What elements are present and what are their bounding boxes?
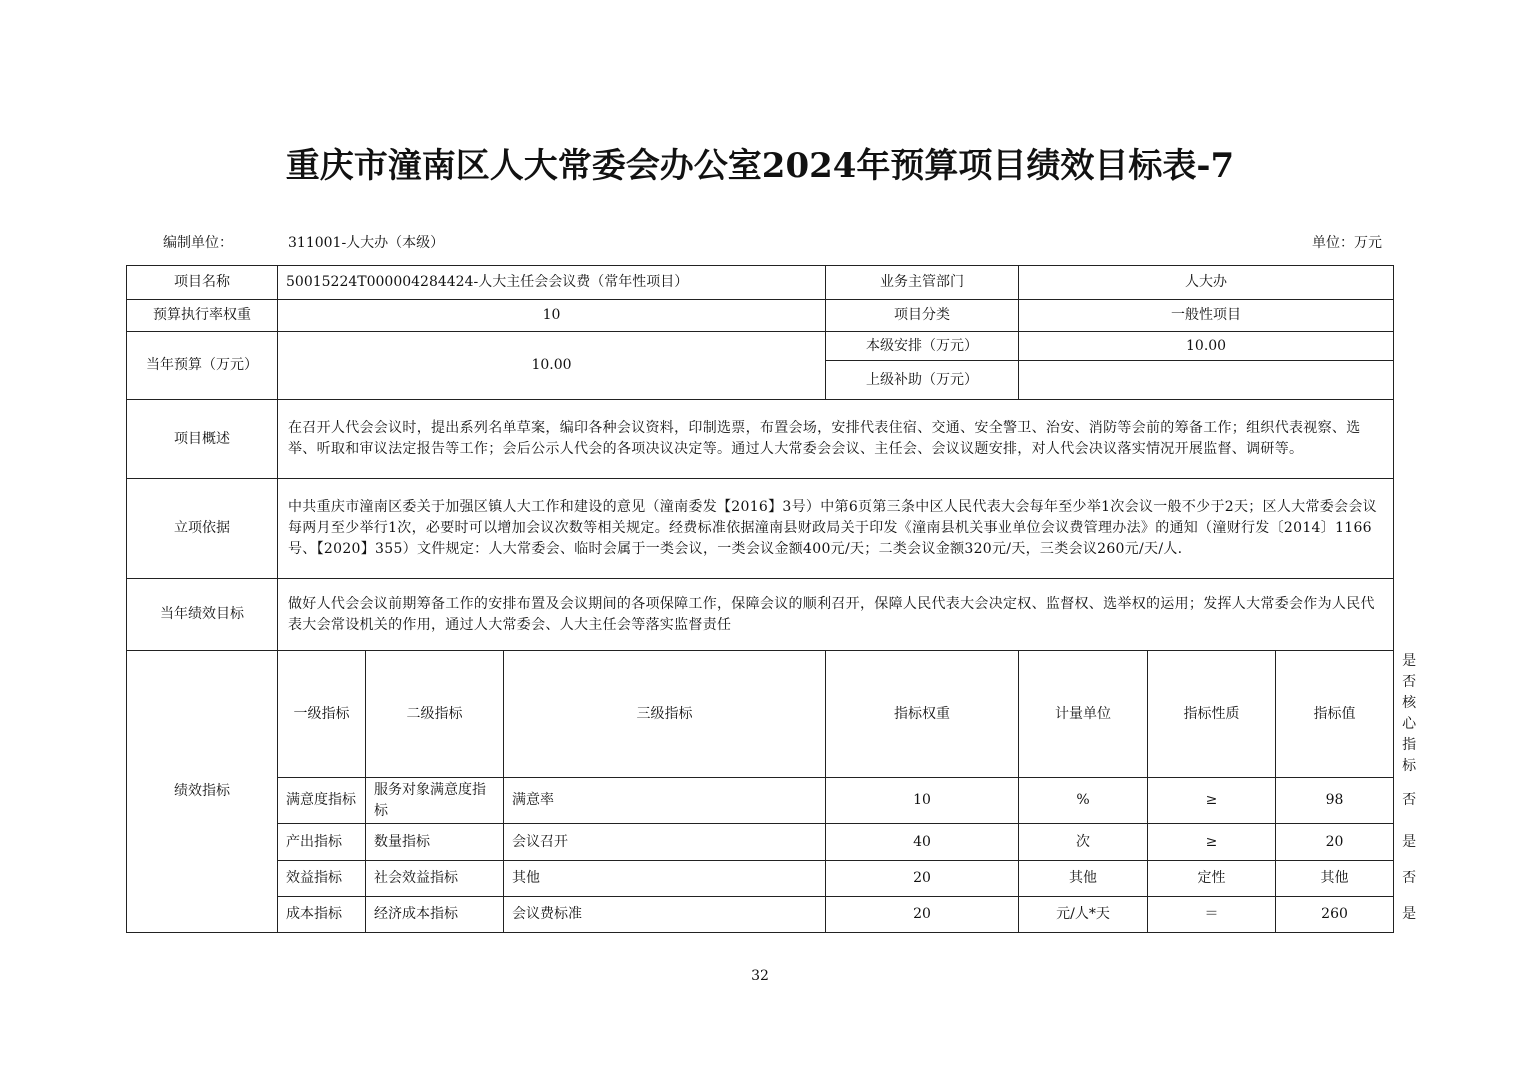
indicator-weight: 20 [826, 861, 1019, 897]
overview-text: 在召开人代会会议时，提出系列名单草案，编印各种会议资料，印制选票，布置会场，安排代表住宿、交通、安全警卫、治安、消防等会前的筹备工作；组织代表视察、选举、听取和审议法定报告等工作；会后公示人代会的各项决议决定等。通过人大常委会会议、主任会、会议议题安排，对人代会决议落实情况开展监督、调研等。 [278, 400, 1394, 479]
row-goal [127, 579, 1394, 651]
goal-label: 当年绩效目标 [127, 579, 278, 651]
project-name-value: 50015224T000004284424-人大主任会会议费（常年性项目） [278, 266, 826, 300]
indicator-header-row: 绩效指标 一级指标 二级指标 三级指标 指标权重 计量单位 指标性质 指标值 是否核心指标 [127, 651, 1394, 778]
budget-value: 10.00 [278, 332, 826, 400]
budget-label: 当年预算（万元） [127, 332, 278, 400]
header-value: 指标值 [1276, 651, 1394, 778]
basis-text: 中共重庆市潼南区委关于加强区镇人大工作和建设的意见（潼南委发【2016】3号）中第6页第三条中区人民代表大会每年至少举1次会议一般不少于2天；区人大常委会会议每两月至少举行1次，必要时可以增加会议次数等相关规定。经费标准依据潼南县财政局关于印发《潼南县机关事业单位会议费管理办法》的通知（潼财行发〔2014〕1166号、【2020】355）文件规定：人大常委会、临时会属于一类会议，一类会议金额400元/天；二类会议金额320元/天，三类会议260元/天/人. [278, 479, 1394, 579]
indicator-nature: ＝ [1148, 897, 1276, 933]
indicator-level1: 效益指标 [278, 861, 366, 897]
unit-value: 311001-人大办（本级） [288, 235, 445, 251]
indicator-level1: 满意度指标 [278, 778, 366, 824]
header-level1: 一级指标 [278, 651, 366, 778]
header-level3: 三级指标 [504, 651, 826, 778]
page-title: 重庆市潼南区人大常委会办公室2024年预算项目绩效目标表-7 [285, 146, 1235, 186]
row-basis [127, 479, 1394, 579]
indicator-unit: % [1019, 778, 1148, 824]
dept-value: 人大办 [1019, 266, 1394, 300]
row-budget [127, 332, 1394, 361]
indicator-level2: 数量指标 [366, 824, 504, 861]
weight-label: 预算执行率权重 [127, 300, 278, 332]
indicator-level3: 会议费标准 [504, 897, 826, 933]
indicator-level2: 服务对象满意度指标 [366, 778, 504, 824]
indicator-unit: 次 [1019, 824, 1148, 861]
table-row: 产出指标 数量指标 会议召开 40 次 ≥ 20 是 [127, 824, 1394, 861]
overview-label: 项目概述 [127, 400, 278, 479]
upper-label: 上级补助（万元） [826, 361, 1019, 400]
header-level2: 二级指标 [366, 651, 504, 778]
indicator-level3: 其他 [504, 861, 826, 897]
currency-unit: 单位：万元 [1312, 235, 1382, 251]
dept-label: 业务主管部门 [826, 266, 1019, 300]
indicators-label: 绩效指标 [127, 651, 278, 933]
header-weight: 指标权重 [826, 651, 1019, 778]
indicator-value: 20 [1276, 824, 1394, 861]
row-weight [127, 300, 1394, 332]
page-number: 32 [751, 968, 769, 984]
indicator-unit: 其他 [1019, 861, 1148, 897]
table-row: 效益指标 社会效益指标 其他 20 其他 定性 其他 否 [127, 861, 1394, 897]
indicator-level1: 成本指标 [278, 897, 366, 933]
indicator-value: 其他 [1276, 861, 1394, 897]
local-value: 10.00 [1019, 332, 1394, 361]
indicator-level1: 产出指标 [278, 824, 366, 861]
indicator-level2: 经济成本指标 [366, 897, 504, 933]
row-overview [127, 400, 1394, 479]
indicator-weight: 20 [826, 897, 1019, 933]
indicator-value: 260 [1276, 897, 1394, 933]
goal-text: 做好人代会会议前期筹备工作的安排布置及会议期间的各项保障工作，保障会议的顺利召开，保障人民代表大会决定权、监督权、选举权的运用；发挥人大常委会作为人民代表大会常设机关的作用，通过人大常委会、人大主任会等落实监督责任 [278, 579, 1394, 651]
indicator-value: 98 [1276, 778, 1394, 824]
category-label: 项目分类 [826, 300, 1019, 332]
indicator-level3: 会议召开 [504, 824, 826, 861]
unit-label: 编制单位： [163, 235, 233, 251]
basis-label: 立项依据 [127, 479, 278, 579]
indicator-weight: 40 [826, 824, 1019, 861]
indicator-level3: 满意率 [504, 778, 826, 824]
indicator-nature: ≥ [1148, 778, 1276, 824]
indicator-level2: 社会效益指标 [366, 861, 504, 897]
indicator-weight: 10 [826, 778, 1019, 824]
local-label: 本级安排（万元） [826, 332, 1019, 361]
performance-table [126, 265, 1417, 933]
row-project-name [127, 266, 1394, 300]
indicator-nature: ≥ [1148, 824, 1276, 861]
header-unit: 计量单位 [1019, 651, 1148, 778]
category-value: 一般性项目 [1019, 300, 1394, 332]
project-name-label: 项目名称 [127, 266, 278, 300]
upper-value [1019, 361, 1394, 400]
weight-value: 10 [278, 300, 826, 332]
header-nature: 指标性质 [1148, 651, 1276, 778]
table-row: 成本指标 经济成本指标 会议费标准 20 元/人*天 ＝ 260 是 [127, 897, 1394, 933]
indicator-unit: 元/人*天 [1019, 897, 1148, 933]
table-row: 满意度指标 服务对象满意度指标 满意率 10 % ≥ 98 否 [127, 778, 1394, 824]
indicator-nature: 定性 [1148, 861, 1276, 897]
